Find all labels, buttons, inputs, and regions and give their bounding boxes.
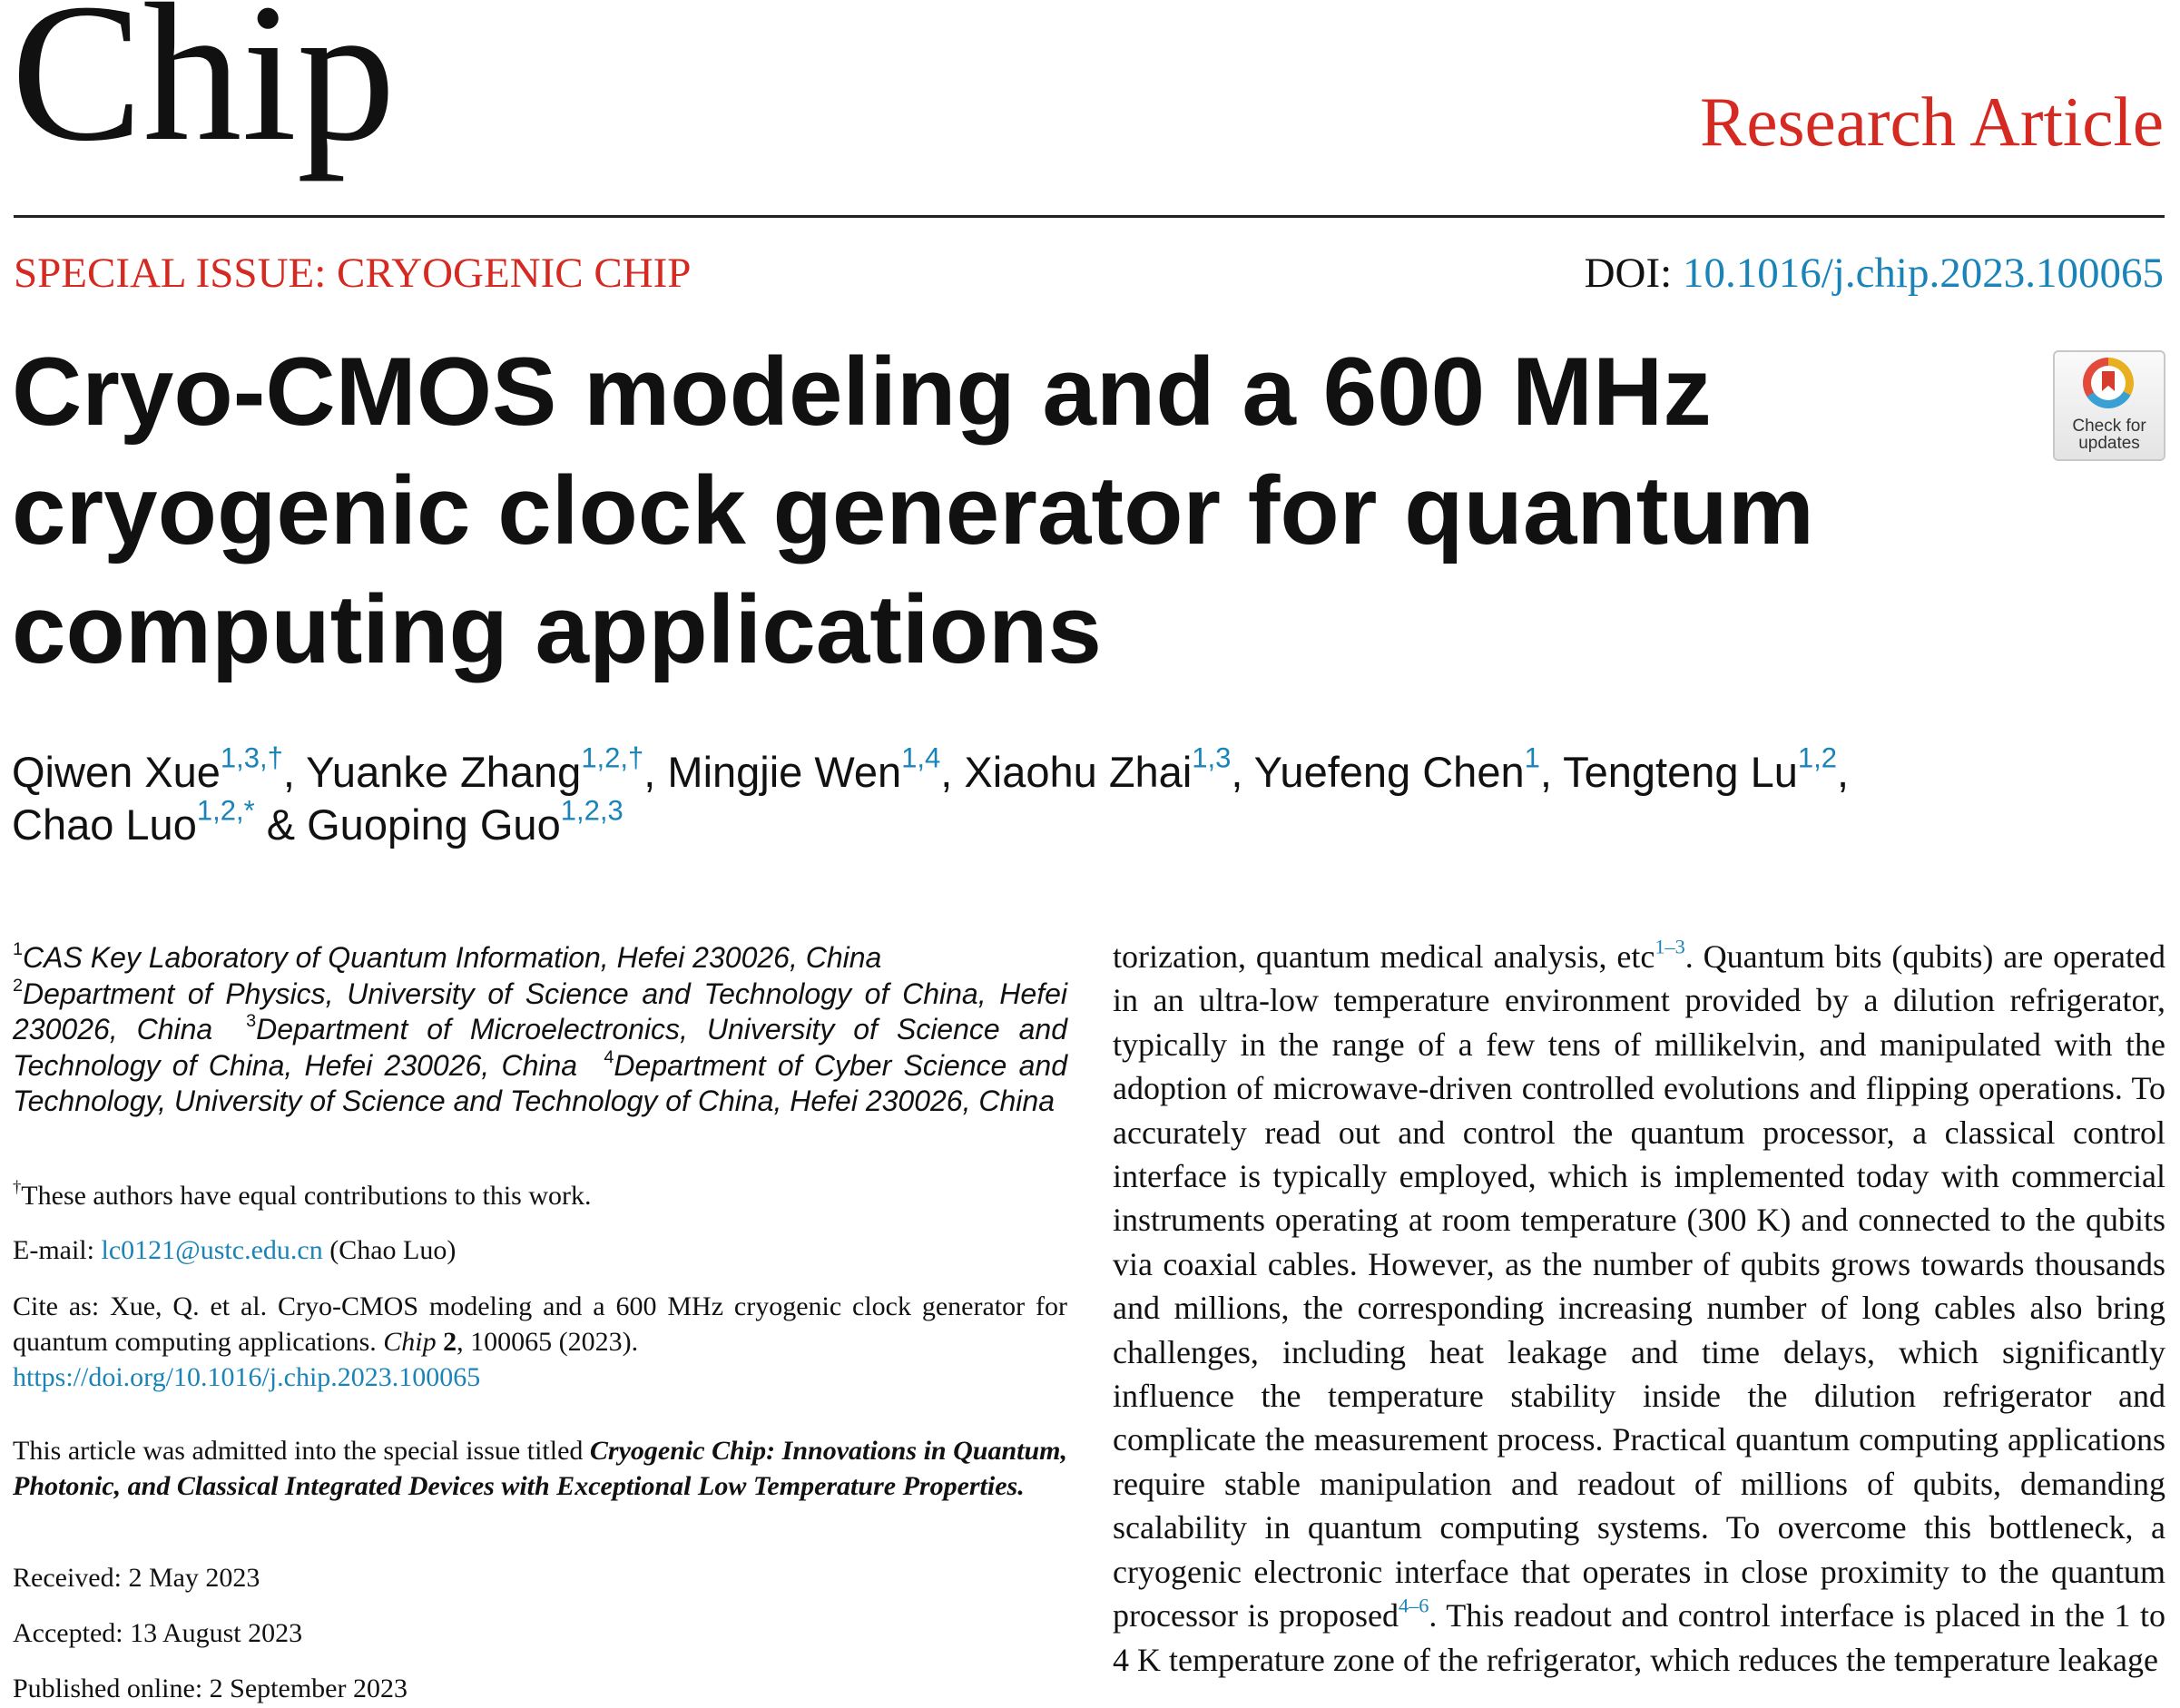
affiliation-number: 4 — [604, 1046, 614, 1067]
author-separator: , — [940, 748, 965, 796]
author-separator: , — [1837, 748, 1850, 796]
author-affiliation-marks[interactable]: 1,3 — [1192, 741, 1232, 774]
check-for-updates-label: Check for updates — [2072, 417, 2146, 453]
cite-volume: 2 — [443, 1327, 457, 1357]
author-name: Chao Luo — [12, 800, 197, 849]
affiliation-number: 3 — [246, 1011, 257, 1032]
reference-link[interactable]: 1–3 — [1655, 935, 1685, 958]
citation-url-link[interactable]: https://doi.org/10.1016/j.chip.2023.100065 — [13, 1362, 481, 1392]
email-label: E-mail: — [13, 1235, 94, 1265]
author-name: Guoping Guo — [307, 800, 561, 849]
email-person: (Chao Luo) — [329, 1235, 457, 1265]
accepted-date: Accepted: 13 August 2023 — [13, 1618, 303, 1648]
author-item — [1253, 741, 1564, 796]
author-separator: , — [282, 748, 307, 796]
author-affiliation-marks[interactable]: 1,2,3 — [560, 794, 624, 827]
paper-title: Cryo-CMOS modeling and a 600 MHz cryogenic clock generator for quantum computing applications — [12, 337, 1814, 683]
author-separator: , — [1231, 748, 1254, 796]
affiliation-text: Department of Microelectronics, University of Science and Technology of China, Hefei 230026, China — [13, 1013, 1068, 1082]
author-name: Tengteng Lu — [1563, 748, 1798, 796]
author-item — [667, 741, 965, 796]
author-item — [1563, 741, 1850, 796]
affiliation-item — [13, 941, 881, 974]
doi-line — [1585, 250, 2164, 298]
author-list — [12, 741, 2154, 851]
published-date: Published online: 2 September 2023 — [13, 1674, 408, 1703]
special-issue-label: SPECIAL ISSUE: CRYOGENIC CHIP — [14, 250, 692, 297]
author-separator: , — [643, 748, 668, 796]
author-item — [12, 794, 308, 849]
citation: Cite as: Xue, Q. et al. Cryo-CMOS modeling and a 600 MHz cryogenic clock generator for quantum computing applications. Chip 2, 100065 (2023). https://doi.org/10.1016/j.chip.2023.100065 — [13, 1291, 1067, 1392]
email-line — [13, 1232, 1067, 1268]
article-type-label: Research Article — [1700, 83, 2164, 161]
reference-link[interactable]: 4–6 — [1398, 1594, 1429, 1617]
author-affiliation-marks[interactable]: 1,4 — [901, 741, 941, 774]
affiliation-text: CAS Key Laboratory of Quantum Information, Hefei 230026, China — [23, 941, 882, 974]
author-item — [964, 741, 1254, 796]
author-name: Yuanke Zhang — [306, 748, 582, 796]
author-name: Xiaohu Zhai — [964, 748, 1193, 796]
special-issue-note: This article was admitted into the special issue titled Cryogenic Chip: Innovations in Quantum, Photonic, and Classical Integrated Devices with Exceptional Low Temperature Properties. — [13, 1436, 1067, 1501]
author-affiliation-marks[interactable]: 1,3,† — [220, 741, 283, 774]
email-link[interactable]: lc0121@ustc.edu.cn — [101, 1235, 323, 1265]
body-paragraph: torization, quantum medical analysis, etc$^{1-3}$. Quantum bits (qubits) are operated in an ultra-low temperature environment provided by a dilution refrigerator, typically in the range of a few tens of millikelvin, and manipulated with the adoption of microwave-driven controlled evolutions and flipping operations. To accurately read out and control the quantum processor, a classical control interface is typically employed, which is implemented today with commercial instruments operating at room temperature (300 K) and connected to the qubits via coaxial cables. However, as the number of qubits grows towards thousands and millions, the corresponding increasing number of long cables also bring challenges, including heat leakage and time delays, which significantly influence the temperature stability inside the dilution refrigerator and complicate the measurement process. Practical quantum computing applications require stable manipulation and readout of millions of qubits, demanding scalability in quantum computing systems. To overcome this bottleneck, a cryogenic electronic interface that operates in close proximity to the quantum processor is proposed$^{4-6}$. This readout and control interface is placed in the 1 to 4 K temperature zone of the refrigerator, which reduces the temperature leakage — [1113, 935, 2165, 1678]
author-name: Mingjie Wen — [667, 748, 902, 796]
doi-link[interactable]: 10.1016/j.chip.2023.100065 — [1682, 250, 2164, 297]
author-affiliation-marks[interactable]: 1,2,* — [196, 794, 255, 827]
author-affiliation-marks[interactable]: 1 — [1524, 741, 1540, 774]
author-separator: & — [254, 800, 308, 849]
cite-journal: Chip — [383, 1327, 437, 1357]
doi-label: DOI: — [1584, 250, 1673, 297]
affiliation-number: 1 — [13, 939, 24, 960]
affiliations — [13, 940, 1067, 1120]
journal-logo: Chip — [11, 0, 396, 182]
author-name: Yuefeng Chen — [1253, 748, 1525, 796]
check-for-updates-button[interactable] — [2053, 350, 2165, 461]
author-name: Qiwen Xue — [12, 748, 221, 796]
author-item — [12, 741, 307, 796]
special-issue-title: Cryogenic Chip: Innovations in Quantum, Photonic, and Classical Integrated Devices with Exceptional Low Temperature Properties. — [13, 1436, 1067, 1501]
author-item — [307, 794, 624, 849]
affiliation-number: 2 — [13, 975, 24, 996]
header-divider — [14, 215, 2165, 218]
received-date: Received: 2 May 2023 — [13, 1563, 260, 1593]
author-item — [306, 741, 668, 796]
crossmark-icon — [2083, 358, 2134, 408]
equal-contribution-note: †These authors have equal contributions to this work. — [13, 1177, 592, 1211]
affiliation-text: Department of Physics, University of Science and Technology of China, Hefei 230026, China — [13, 977, 1067, 1045]
author-affiliation-marks[interactable]: 1,2 — [1797, 741, 1837, 774]
author-affiliation-marks[interactable]: 1,2,† — [581, 741, 644, 774]
affiliation-text: Department of Cyber Science and Technology, University of Science and Technology of China, Hefei 230026, China — [13, 1048, 1068, 1117]
author-separator: , — [1539, 748, 1564, 796]
